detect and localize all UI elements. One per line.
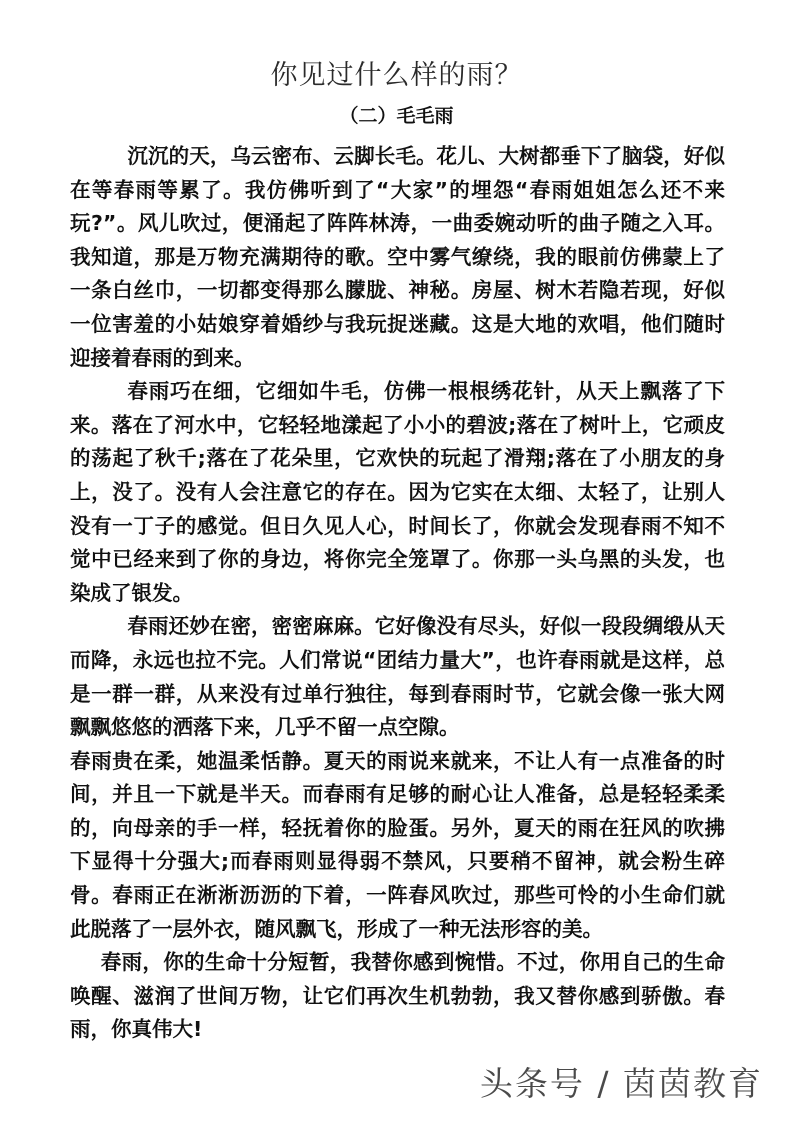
watermark-text: 头条号 / 茵茵教育 [479,1064,763,1103]
paragraph-gentle: 春雨贵在柔，她温柔恬静。夏天的雨说来就来，不让人有一点准备的时间，并且一下就是半天。而春雨有足够的耐心让人准备，总是轻轻柔柔的，向母亲的手一样，轻抚着你的脸蛋。另外，夏天的雨在狂风的吹拂下显得十分强大;而春雨则显得弱不禁风，只要稍不留神，就会粉生碎骨。春雨正在淅淅沥沥的下着，一阵春风吹过，那些可怜的小生命们就此脱落了一层外衣，随风飘飞，形成了一种无法形容的美。 [70,748,725,941]
document-body [70,140,725,1047]
document-title: 你见过什么样的雨？ [270,60,523,91]
paragraph-intro: 沉沉的天，乌云密布、云脚长毛。花儿、大树都垂下了脑袋，好似在等春雨等累了。我仿佛听到了“大家”的埋怨“春雨姐姐怎么还不来玩?”。风儿吹过，便涌起了阵阵林涛，一曲委婉动听的曲子随之入耳。我知道，那是万物充满期待的歌。空中雾气缭绕，我的眼前仿佛蒙上了一条白丝巾，一切都变得那么朦胧、神秘。房屋、树木若隐若现，好似一位害羞的小姑娘穿着婚纱与我玩捉迷藏。这是大地的欢唱，他们随时迎接着春雨的到来。 [70,144,725,370]
paragraph-conclusion: 春雨，你的生命十分短暂，我替你感到惋惜。不过，你用自己的生命唤醒、滋润了世间万物，让它们再次生机勃勃，我又替你感到骄傲。春雨，你真伟大! [70,950,725,1042]
paragraph-dense: 春雨还妙在密，密密麻麻。它好像没有尽头，好似一段段绸缎从天而降，永远也拉不完。人们常说“团结力量大”，也许春雨就是这样，总是一群一群，从来没有过单行独往，每到春雨时节，它就会像一张大网飘飘悠悠的洒落下来，几乎不留一点空隙。 [70,614,725,740]
paragraph-fine: 春雨巧在细，它细如牛毛，仿佛一根根绣花针，从天上飘落了下来。落在了河水中，它轻轻地漾起了小小的碧波;落在了树叶上，它顽皮的荡起了秋千;落在了花朵里，它欢快的玩起了滑翔;落在了小朋友的身上，没了。没有人会注意它的存在。因为它实在太细、太轻了，让别人没有一丁子的感觉。但日久见人心，时间长了，你就会发现春雨不知不觉中已经来到了你的身边，将你完全笼罩了。你那一头乌黑的头发，也染成了银发。 [70,379,725,605]
document-subtitle: （二）毛毛雨 [339,105,454,127]
